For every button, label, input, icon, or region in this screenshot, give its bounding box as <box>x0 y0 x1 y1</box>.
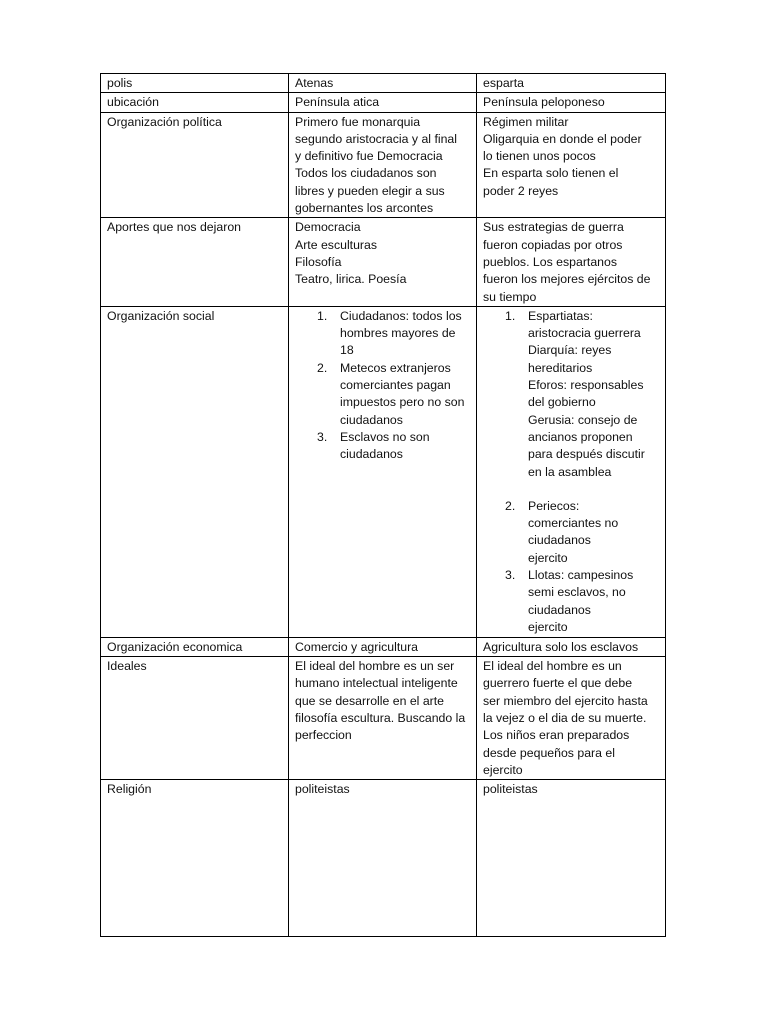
row-label-ubicacion: ubicación <box>101 93 289 112</box>
text-line: Metecos extranjeros <box>340 360 451 375</box>
cell-atenas-religion: politeistas <box>289 780 477 937</box>
text-line: para después discutir <box>528 447 645 462</box>
table-row-ubicacion <box>101 93 666 112</box>
cell-esparta-politica <box>477 112 666 218</box>
text-line: Todos los ciudadanos son <box>295 166 437 181</box>
table-row-politica <box>101 112 666 218</box>
text-line: ciudadanos <box>528 533 591 548</box>
text-line: del gobierno <box>528 395 596 410</box>
text-line: pueblos. Los espartanos <box>483 254 617 269</box>
header-cell-polis: polis <box>101 74 289 93</box>
text-line: que se desarrolle en el arte <box>295 693 445 708</box>
text-line: hereditarios <box>528 360 593 375</box>
text-line: segundo aristocracia y al final <box>295 131 457 146</box>
text-line: comerciantes no <box>528 516 619 531</box>
cell-esparta-religion: politeistas <box>477 780 666 937</box>
text-line: perfeccion <box>295 728 352 743</box>
text-line: ejercito <box>528 619 568 634</box>
text-line: fueron copiadas por otros <box>483 237 623 252</box>
table-row-ideales <box>101 657 666 780</box>
text-line: ejercito <box>483 762 523 777</box>
text-line: Democracia <box>295 220 361 235</box>
list-item <box>295 360 470 429</box>
text-line: gobernantes los arcontes <box>295 201 434 216</box>
text-line: El ideal del hombre es un ser <box>295 659 455 674</box>
text-line: Régimen militar <box>483 114 569 129</box>
row-label-social: Organización social <box>101 306 289 637</box>
list-number: 1. <box>505 308 516 323</box>
row-label-ideales: Ideales <box>101 657 289 780</box>
cell-esparta-economica: Agricultura solo los esclavos <box>477 637 666 656</box>
text-line: ancianos proponen <box>528 429 633 444</box>
polis-comparison-table <box>100 73 666 937</box>
text-line: guerrero fuerte el que debe <box>483 676 633 691</box>
text-line: su tiempo <box>483 289 537 304</box>
numbered-list <box>295 308 470 464</box>
table-row-aportes <box>101 218 666 306</box>
text-line: Oligarquia en donde el poder <box>483 131 642 146</box>
text-line: Espartiatas: <box>528 308 593 323</box>
list-item <box>483 498 659 567</box>
text-line: Los niños eran preparados <box>483 728 630 743</box>
text-line: desde pequeños para el <box>483 745 615 760</box>
row-label-economica: Organización economica <box>101 637 289 656</box>
row-label-religion: Religión <box>101 780 289 937</box>
text-line: Eforos: responsables <box>528 378 644 393</box>
table-row-header <box>101 74 666 93</box>
text-line: Arte esculturas <box>295 237 378 252</box>
text-line: Teatro, lirica. Poesía <box>295 272 407 287</box>
header-cell-esparta: esparta <box>477 74 666 93</box>
header-cell-atenas: Atenas <box>289 74 477 93</box>
text-line: poder 2 reyes <box>483 183 559 198</box>
numbered-list <box>483 308 659 636</box>
table-row-religion <box>101 780 666 937</box>
cell-atenas-aportes <box>289 218 477 306</box>
text-line: Diarquía: reyes <box>528 343 612 358</box>
list-item <box>483 308 659 498</box>
text-line: humano intelectual inteligente <box>295 676 458 691</box>
cell-esparta-aportes <box>477 218 666 306</box>
text-line: y definitivo fue Democracia <box>295 149 443 164</box>
cell-atenas-social <box>289 306 477 637</box>
text-line: libres y pueden elegir a sus <box>295 183 445 198</box>
cell-esparta-social <box>477 306 666 637</box>
text-line: semi esclavos, no <box>528 585 626 600</box>
text-line: lo tienen unos pocos <box>483 149 596 164</box>
table-row-economica <box>101 637 666 656</box>
text-line: Sus estrategias de guerra <box>483 220 624 235</box>
text-line: Gerusia: consejo de <box>528 412 638 427</box>
text-line: Esclavos no son <box>340 429 430 444</box>
cell-esparta-ideales <box>477 657 666 780</box>
text-line: impuestos pero no son <box>340 395 465 410</box>
text-line: Llotas: campesinos <box>528 568 634 583</box>
list-item <box>483 567 659 636</box>
list-number: 3. <box>505 568 516 583</box>
text-line: comerciantes pagan <box>340 378 451 393</box>
text-line: Periecos: <box>528 498 580 513</box>
text-line: El ideal del hombre es un <box>483 659 622 674</box>
text-line: filosofía escultura. Buscando la <box>295 711 466 726</box>
cell-esparta-ubicacion: Península peloponeso <box>477 93 666 112</box>
cell-atenas-ubicacion: Península atica <box>289 93 477 112</box>
text-line: ciudadanos <box>528 602 591 617</box>
cell-atenas-politica <box>289 112 477 218</box>
text-line: en la asamblea <box>528 464 612 479</box>
list-item <box>295 429 470 464</box>
text-line: aristocracia guerrera <box>528 326 641 341</box>
list-number: 1. <box>317 308 328 323</box>
text-line: 18 <box>340 343 354 358</box>
list-number: 3. <box>317 429 328 444</box>
cell-atenas-economica: Comercio y agricultura <box>289 637 477 656</box>
text-line: ejercito <box>528 550 568 565</box>
blank-line <box>528 481 659 498</box>
text-line: fueron los mejores ejércitos de <box>483 272 651 287</box>
text-line: la vejez o el dia de su muerte. <box>483 711 647 726</box>
text-line: En esparta solo tienen el <box>483 166 619 181</box>
table-row-social <box>101 306 666 637</box>
text-line: ciudadanos <box>340 412 403 427</box>
row-label-aportes: Aportes que nos dejaron <box>101 218 289 306</box>
text-line: ser miembro del ejercito hasta <box>483 693 648 708</box>
text-line: Filosofía <box>295 254 342 269</box>
text-line: Ciudadanos: todos los <box>340 308 462 323</box>
list-number: 2. <box>317 360 328 375</box>
row-label-politica: Organización política <box>101 112 289 218</box>
text-line: ciudadanos <box>340 447 403 462</box>
text-line: hombres mayores de <box>340 326 456 341</box>
text-line: Primero fue monarquia <box>295 114 421 129</box>
list-number: 2. <box>505 498 516 513</box>
cell-atenas-ideales <box>289 657 477 780</box>
list-item <box>295 308 470 360</box>
